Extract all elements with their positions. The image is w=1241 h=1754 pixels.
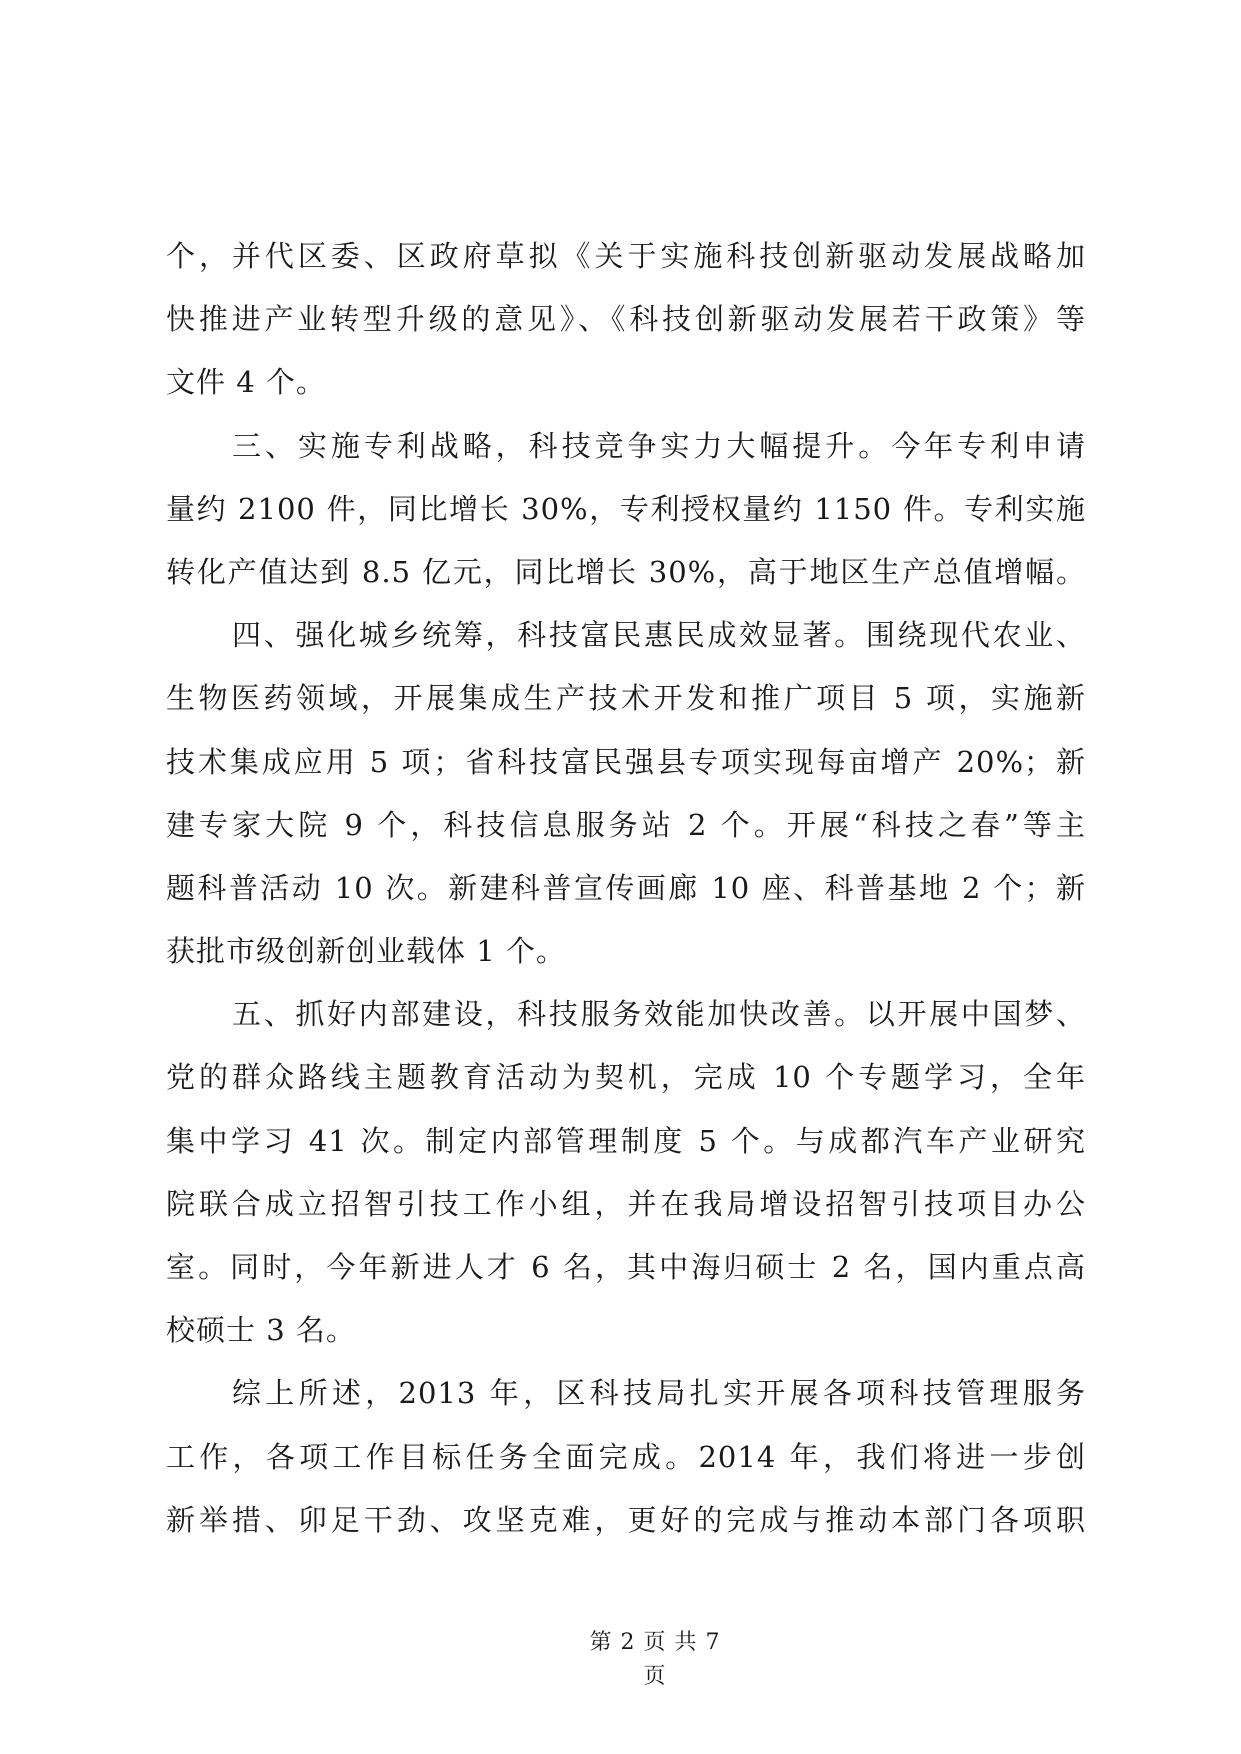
paragraph [166, 983, 1086, 1362]
text-line: 快推进产业转型升级的意见》、《科技创新驱动发展若干政策》等 [166, 302, 1086, 337]
text-line: 获批市级创新创业载体 1 个。 [166, 934, 566, 969]
text-line: 工作，各项工作目标任务全面完成。2014 年，我们将进一步创 [166, 1439, 1086, 1474]
text-line: 转化产值达到 8.5 亿元，同比增长 30%，高于地区生产总值增幅。 [166, 554, 1086, 589]
text-line: 院联合成立招智引技工作小组，并在我局增设招智引技项目办公 [166, 1186, 1086, 1221]
paragraph [166, 415, 1086, 605]
text-line: 量约 2100 件，同比增长 30%，专利授权量约 1150 件。专利实施 [166, 491, 1086, 526]
text-line: 技术集成应用 5 项；省科技富民强县专项实现每亩增产 20%；新 [166, 744, 1086, 779]
text-line: 题科普活动 10 次。新建科普宣传画廊 10 座、科普基地 2 个；新 [166, 870, 1086, 905]
text-line: 校硕士 3 名。 [166, 1313, 356, 1348]
text-line: 党的群众路线主题教育活动为契机，完成 10 个专题学习，全年 [166, 1060, 1086, 1095]
paragraph [166, 604, 1086, 983]
text-line: 综上所述，2013 年，区科技局扎实开展各项科技管理服务 [232, 1376, 1086, 1411]
text-line: 新举措、卯足干劲、攻坚克难，更好的完成与推动本部门各项职 [166, 1502, 1086, 1537]
text-line: 生物医药领域，开展集成生产技术开发和推广项目 5 项，实施新 [166, 681, 1086, 716]
document-body [166, 225, 1086, 1552]
paragraph [166, 225, 1086, 415]
page-footer: 第 2 页 共 7 页 [589, 1630, 721, 1689]
text-line: 四、强化城乡统筹，科技富民惠民成效显著。围绕现代农业、 [232, 618, 1086, 653]
text-line: 三、实施专利战略，科技竞争实力大幅提升。今年专利申请 [232, 428, 1086, 463]
text-line: 室。同时，今年新进人才 6 名，其中海归硕士 2 名，国内重点高 [166, 1250, 1086, 1284]
text-line: 五、抓好内部建设，科技服务效能加快改善。以开展中国梦、 [232, 997, 1086, 1032]
text-line: 建专家大院 9 个，科技信息服务站 2 个。开展“科技之春”等主 [166, 807, 1086, 842]
paragraph [166, 1362, 1086, 1552]
text-line: 文件 4 个。 [166, 365, 326, 400]
text-line: 个，并代区委、区政府草拟《关于实施科技创新驱动发展战略加 [166, 239, 1086, 273]
text-line: 集中学习 41 次。制定内部管理制度 5 个。与成都汽车产业研究 [166, 1123, 1086, 1158]
